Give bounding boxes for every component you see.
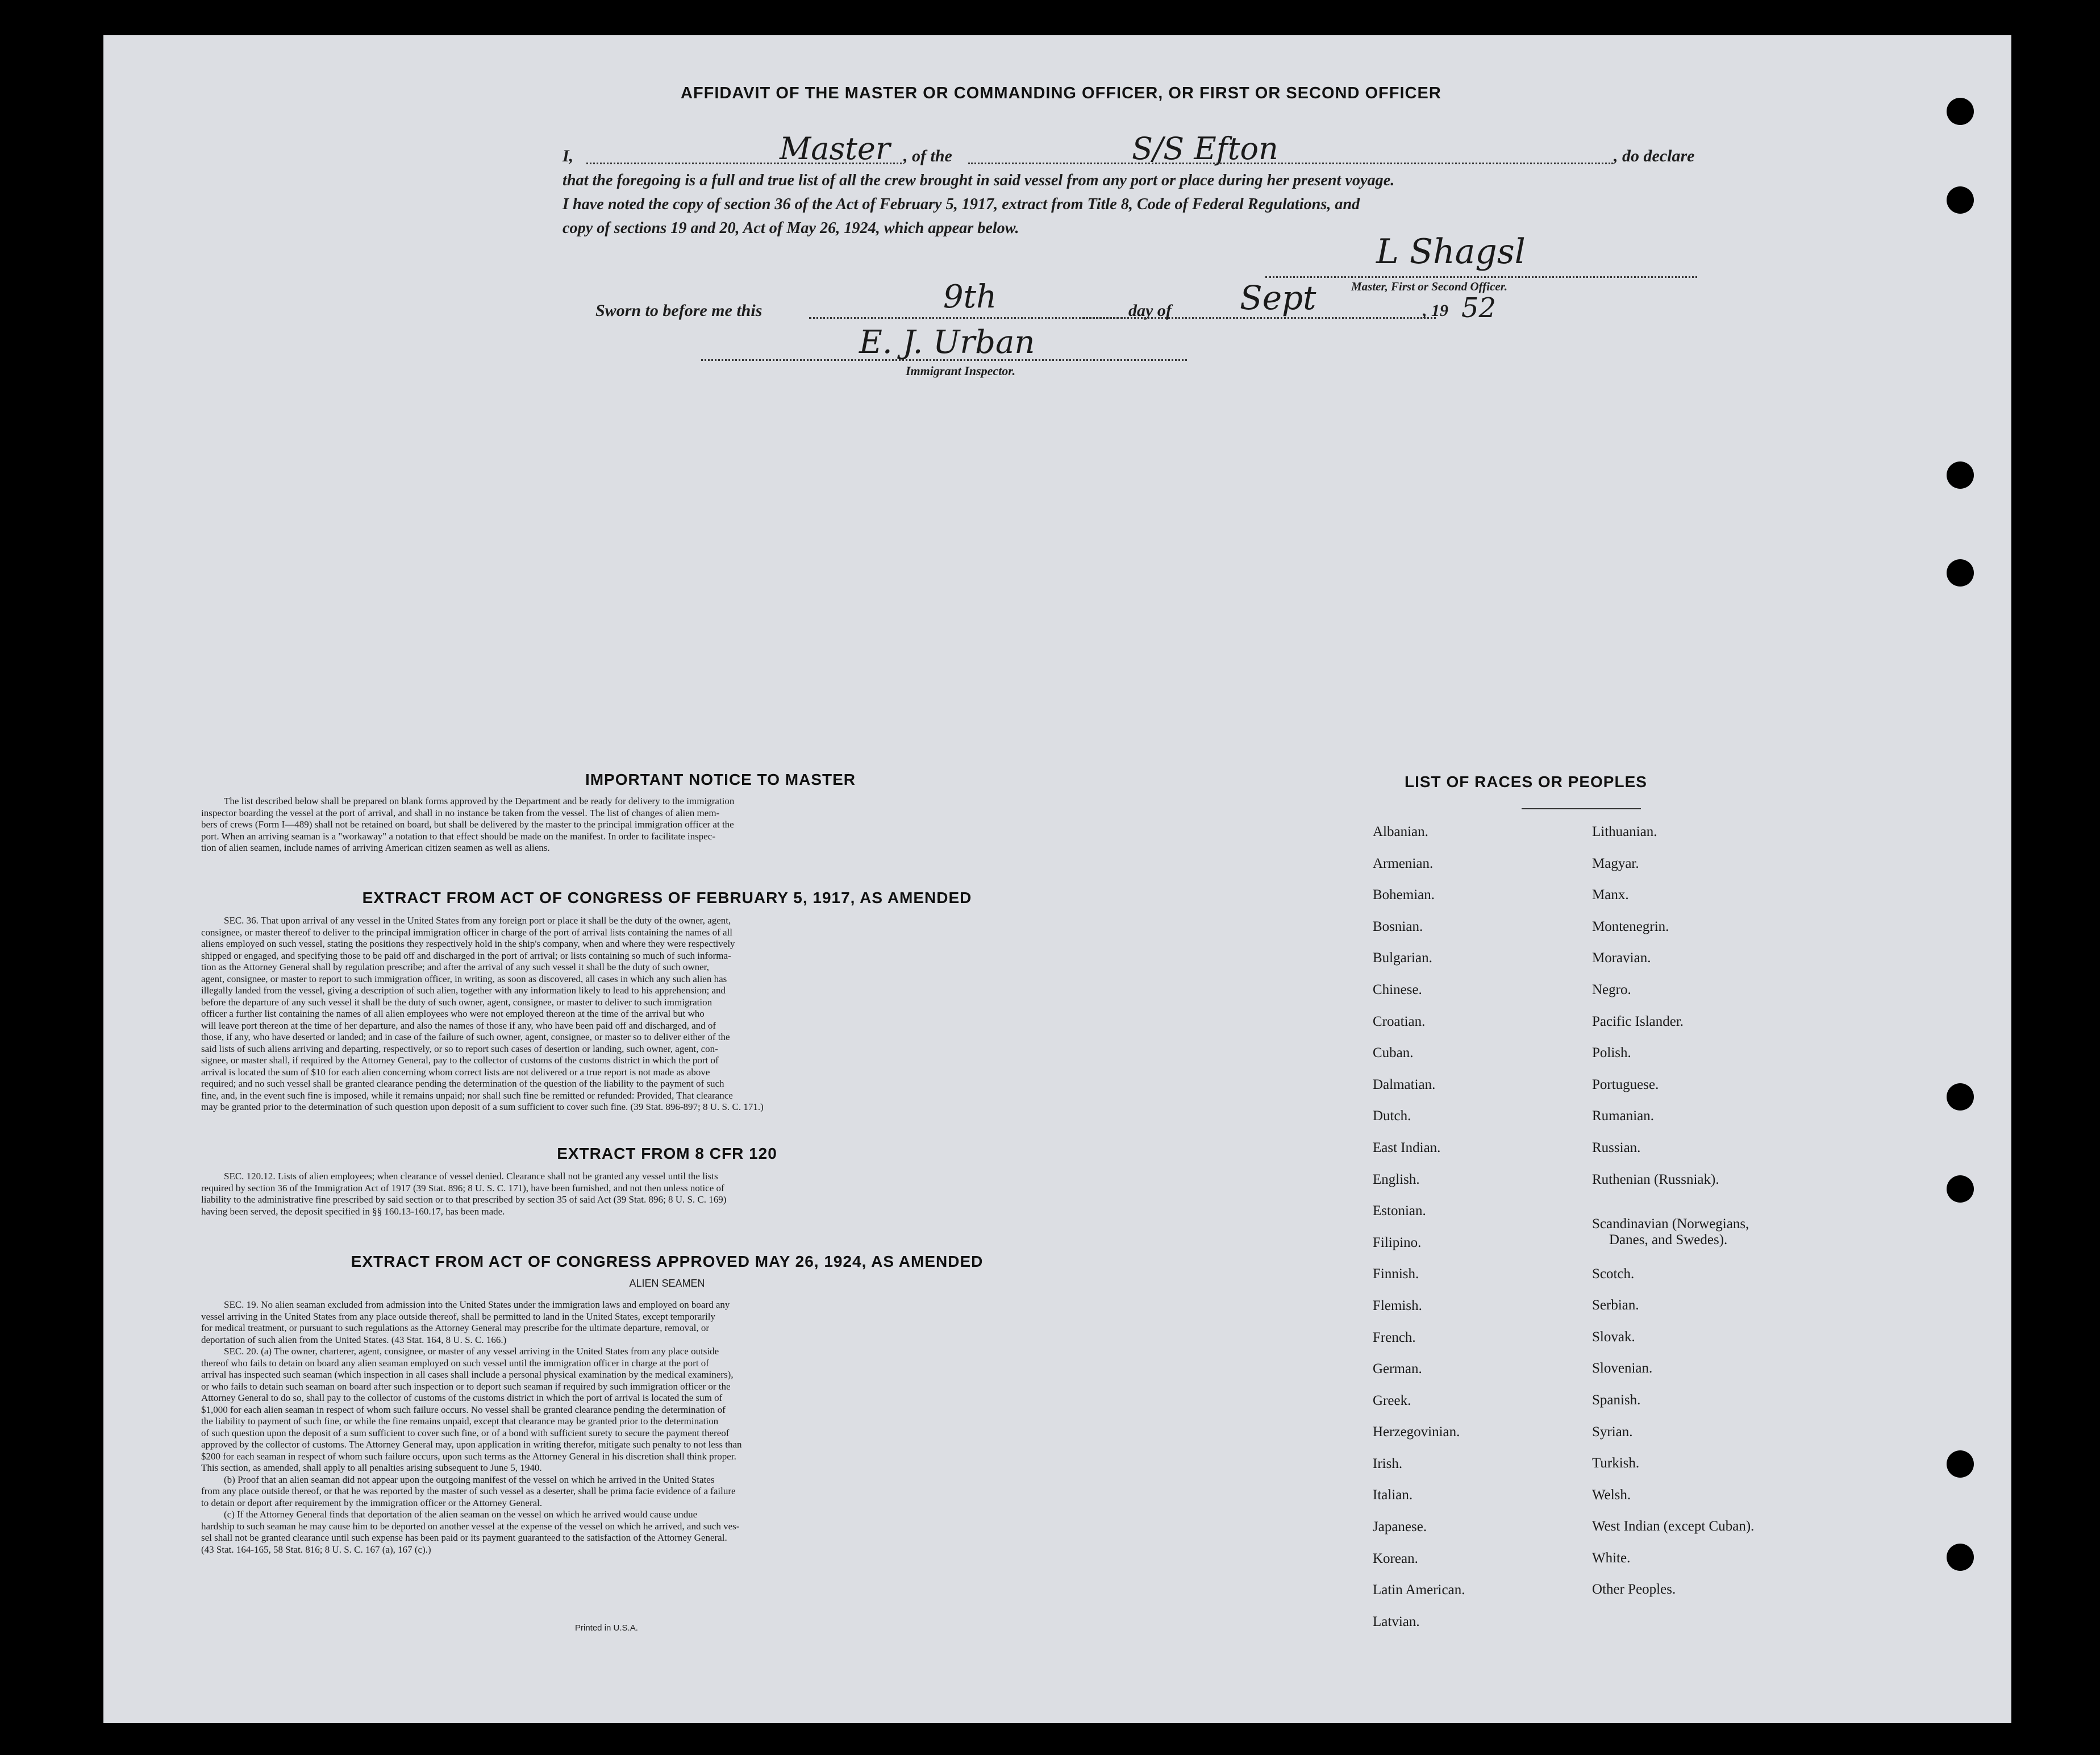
race-item: English.	[1373, 1171, 1420, 1187]
races-left-column	[1373, 824, 1589, 1645]
extract-1924-body	[201, 1299, 1133, 1556]
extract-1924-line: the liability to payment of such fine, or while the fine remains unpaid, except that clearance may be granted prior to the determination	[201, 1416, 719, 1427]
inspector-caption: Immigrant Inspector.	[906, 364, 1016, 378]
extract-1924-subtitle: ALIEN SEAMEN	[629, 1278, 705, 1289]
race-item: Bulgarian.	[1373, 950, 1432, 966]
race-item: Korean.	[1373, 1550, 1418, 1566]
notice-line: The list described below shall be prepared on blank forms approved by the Department and be ready for delivery to the immigration	[224, 796, 735, 806]
race-item: French.	[1373, 1329, 1416, 1345]
extract-1924-line: deportation of such alien from the United States. (43 Stat. 164, 8 U. S. C. 166.)	[201, 1334, 507, 1345]
punch-hole	[1947, 559, 1974, 587]
notice-line: port. When an arriving seaman is a "workaway" a notation to that effect should be made on the manifest. In order to facilitate inspec-	[201, 830, 715, 842]
race-item: Spanish.	[1592, 1392, 1641, 1408]
extract-1917-line: before the departure of any such vessel it shall be the duty of such owner, agent, consignee, or master to deliver to such immigration	[201, 996, 713, 1008]
notice-title: IMPORTANT NOTICE TO MASTER	[585, 771, 856, 788]
race-item: Welsh.	[1592, 1487, 1631, 1503]
do-declare-text: , do declare	[1614, 147, 1695, 165]
race-item: Negro.	[1592, 982, 1631, 997]
race-item: East Indian.	[1373, 1139, 1441, 1155]
race-item: White.	[1592, 1550, 1631, 1566]
extract-1924-line: of such question upon the deposit of a sum sufficient to cover such fine, or of a bond with sufficient surety to secure the payment thereof	[201, 1427, 730, 1438]
notice-line: tion of alien seamen, include names of arriving American citizen seamen as well as aliens.	[201, 842, 550, 853]
inspector-signature: E. J. Urban	[859, 324, 1035, 361]
race-item: Finnish.	[1373, 1266, 1419, 1282]
extract-cfr-line: having been served, the deposit specified in §§ 160.13-160.17, has been made.	[201, 1205, 505, 1217]
extract-1917-line: aliens employed on such vessel, stating the positions they respectively hold in the ship's company, when and where they were respectively	[201, 938, 735, 949]
extract-1924-title: EXTRACT FROM ACT OF CONGRESS APPROVED MAY 26, 1924, AS AMENDED	[351, 1253, 984, 1270]
extract-cfr-line: SEC. 120.12. Lists of alien employees; when clearance of vessel denied. Clearance shall not be granted any vessel until the lists	[224, 1171, 718, 1182]
extract-1917-line: arrival is located the sum of $10 for each alien concerning whom correct lists are not delivered or a true report is not made as above	[201, 1066, 710, 1078]
extract-1917-line: consignee, or master thereof to deliver to the principal immigration officer in charge of the port of arrival lists containing the names of all	[201, 926, 733, 938]
race-item: Filipino.	[1373, 1234, 1422, 1250]
extract-1924-line: (b) Proof that an alien seaman did not appear upon the outgoing manifest of the vessel on which he arrived in the United States	[224, 1474, 715, 1485]
extract-1924-line: sel shall not be granted clearance until such expense has been paid or its payment guaranteed to the satisfaction of the Attorney General.	[201, 1532, 727, 1543]
extract-1924-line: arrival has inspected such seaman (which inspection in all cases shall include a personal physical examination by the medical examiners),	[201, 1369, 734, 1380]
notice-body	[201, 796, 1133, 854]
master-name-handwritten: Master	[780, 131, 890, 167]
day-handwritten: 9th	[943, 278, 997, 315]
race-item: Chinese.	[1373, 982, 1422, 997]
extract-1924-line: to detain or deport after requirement by the immigration officer or the Attorney General.	[201, 1497, 543, 1508]
race-item: Russian.	[1592, 1139, 1641, 1155]
extract-1917-line: officer a further list containing the names of all alien employees who were not employed thereon at the time of the arrival but who	[201, 1008, 705, 1019]
race-item: Serbian.	[1592, 1297, 1639, 1313]
races-title-rule	[1522, 808, 1641, 809]
extract-1924-line: vessel arriving in the United States from any place outside thereof, shall be permitted to land in the United States, except temporarily	[201, 1311, 715, 1322]
extract-1924-line: $1,000 for each alien seaman in respect of whom such failure occurs. No vessel shall be granted clearance pending the determination of	[201, 1404, 726, 1415]
race-item: Scotch.	[1592, 1266, 1635, 1282]
of-the-text: , of the	[903, 147, 952, 165]
extract-1924-line: from any place outside thereof, or that he was reported by the master of such vessel as a deserter, shall be prima facie evidence of a failure	[201, 1486, 736, 1496]
race-item: West Indian (except Cuban).	[1592, 1519, 1755, 1534]
race-item: Cuban.	[1373, 1045, 1414, 1061]
punch-hole	[1947, 1083, 1974, 1111]
extract-1924-line: for medical treatment, or pursuant to such regulations as the Attorney General may prescribe for the ultimate departure, removal, or	[201, 1323, 710, 1333]
race-item: Pacific Islander.	[1592, 1013, 1684, 1029]
notice-line: inspector boarding the vessel at the port of arrival, and shall in no instance be taken from the vessel. The list of changes of alien mem-	[201, 807, 720, 818]
race-item: Irish.	[1373, 1455, 1403, 1471]
race-item: Syrian.	[1592, 1424, 1633, 1440]
extract-1924-line: SEC. 20. (a) The owner, charterer, agent, consignee, or master of any vessel arriving in the United States from any place outside	[224, 1346, 719, 1357]
race-item: Magyar.	[1592, 855, 1639, 871]
race-item: Estonian.	[1373, 1203, 1426, 1219]
race-item: Dalmatian.	[1373, 1076, 1436, 1092]
races-right-column	[1592, 824, 1910, 1613]
extract-1924-line: approved by the collector of customs. The Attorney General may, upon application in writing therefor, mitigate such penalty to not less than	[201, 1439, 742, 1450]
race-item: Polish.	[1592, 1045, 1631, 1061]
affidavit-i: I,	[562, 147, 574, 165]
race-item: Slovak.	[1592, 1329, 1635, 1345]
extract-1917-line: fine, and, in the event such fine is imposed, while it remains unpaid; nor shall such fine be remitted or refunded: Provided, That clearance	[201, 1089, 733, 1101]
extract-cfr-line: liability to the administrative fine prescribed by said section or to that prescribed by section 35 of said Act (39 Stat. 896; 8 U. S. C. 169)	[201, 1194, 727, 1205]
extract-1924-line: (c) If the Attorney General finds that deportation of the alien seaman on the vessel on which he arrived would cause undue	[224, 1509, 698, 1520]
notice-line: bers of crews (Form I—489) shall not be retained on board, but shall be delivered by the master to the principal immigration officer at the	[201, 819, 734, 830]
extract-1917-title: EXTRACT FROM ACT OF CONGRESS OF FEBRUARY 5, 1917, AS AMENDED	[362, 889, 972, 906]
race-item: Manx.	[1592, 887, 1629, 903]
extract-1917-line: shipped or engaged, and specifying those to be paid off and discharged in the port of arrival; or lists containing so much of such informa-	[201, 950, 731, 961]
inspector-signature-line	[701, 359, 1187, 361]
race-item: Montenegrin.	[1592, 918, 1669, 934]
extract-cfr-body	[201, 1171, 1133, 1217]
race-item: Other Peoples.	[1592, 1582, 1676, 1598]
punch-hole	[1947, 461, 1974, 489]
extract-1924-line: hardship to such seaman he may cause him to be deported on another vessel at the expense of the vessel on which he arrived, and such ves-	[201, 1520, 740, 1532]
race-item: Danes, and Swedes).	[1609, 1232, 1728, 1247]
extract-1924-line: thereof who fails to detain on board any alien seaman employed on such vessel until the immigration officer in charge at the port of	[201, 1357, 709, 1369]
race-item: Turkish.	[1592, 1455, 1640, 1471]
extract-cfr-title: EXTRACT FROM 8 CFR 120	[557, 1145, 777, 1162]
race-item: Moravian.	[1592, 950, 1651, 966]
extract-1917-line: may be granted prior to the determination of such question upon deposit of a sum sufficient to cover such fine. (39 Stat. 896-897; 8 U. S. C. 171.)	[201, 1101, 764, 1112]
extract-1917-line: required; and no such vessel shall be granted clearance pending the determination of the question of the liability to the payment of such	[201, 1078, 724, 1089]
race-item: Latvian.	[1373, 1613, 1420, 1629]
affidavit-title: AFFIDAVIT OF THE MASTER OR COMMANDING OFFICER, OR FIRST OR SECOND OFFICER	[681, 84, 1441, 102]
race-item: Flemish.	[1373, 1297, 1422, 1313]
race-item: Scandinavian (Norwegians,	[1592, 1216, 1749, 1232]
punch-hole	[1947, 1544, 1974, 1571]
punch-hole	[1947, 186, 1974, 214]
races-title: LIST OF RACES OR PEOPLES	[1405, 773, 1647, 791]
extract-cfr-line: required by section 36 of the Immigration Act of 1917 (39 Stat. 896; 8 U. S. C. 171), have been furnished, and not then unless notice of	[201, 1182, 724, 1193]
year-handwritten: 52	[1461, 292, 1497, 324]
extract-1924-line: SEC. 19. No alien seaman excluded from admission into the United States under the immigration laws and employed on board any	[224, 1299, 730, 1310]
race-item: Rumanian.	[1592, 1108, 1655, 1124]
master-signature-line	[1265, 276, 1697, 278]
race-item: Italian.	[1373, 1487, 1413, 1503]
affidavit-line-3: I have noted the copy of section 36 of the Act of February 5, 1917, extract from Title 8, Code of Federal Regulations, and	[562, 196, 1360, 213]
punch-hole	[1947, 1175, 1974, 1203]
race-item: Bosnian.	[1373, 918, 1423, 934]
document-page	[103, 35, 2011, 1723]
race-item: Ruthenian (Russniak).	[1592, 1171, 1719, 1187]
extract-1917-line: agent, consignee, or master to report to such immigration officer, in writing, as soon as discovered, all cases in which any such alien has	[201, 973, 727, 984]
race-item: Slovenian.	[1592, 1361, 1653, 1376]
year-prefix: , 19	[1423, 301, 1448, 320]
printed-in-usa: Printed in U.S.A.	[575, 1623, 638, 1633]
extract-1924-line: (43 Stat. 164-165, 58 Stat. 816; 8 U. S. C. 167 (a), 167 (c).)	[201, 1544, 431, 1555]
race-item: Armenian.	[1373, 855, 1434, 871]
race-item: Greek.	[1373, 1392, 1411, 1408]
master-signature: L Shagsl	[1376, 232, 1526, 272]
vessel-name-field	[968, 163, 1613, 164]
day-field	[809, 317, 1123, 319]
race-item: Bohemian.	[1373, 887, 1435, 903]
race-item: Lithuanian.	[1592, 824, 1657, 839]
day-of-text: day of	[1128, 301, 1172, 320]
punch-hole	[1947, 98, 1974, 125]
punch-hole	[1947, 1450, 1974, 1478]
race-item: Herzegovinian.	[1373, 1424, 1460, 1440]
extract-1917-line: tion as the Attorney General shall by regulation prescribe; and after the arrival of any such vessel it shall be the duty of such owner,	[201, 962, 709, 972]
race-item: Japanese.	[1373, 1519, 1427, 1535]
extract-1917-line: said lists of such aliens arriving and departing, respectively, or so to report such cases of desertion or landing, such owner, agent, con-	[201, 1043, 718, 1054]
race-item: Dutch.	[1373, 1108, 1411, 1124]
race-item: Latin American.	[1373, 1582, 1465, 1598]
month-field	[1084, 317, 1436, 319]
extract-1917-line: signee, or master shall, if required by the Attorney General, pay to the collector of customs of the customs district in which the port of	[201, 1055, 719, 1066]
extract-1924-line: or who fails to detain such seaman on board after such inspection or to deport such seaman if required by such immigration officer or the	[201, 1380, 731, 1392]
sworn-text: Sworn to before me this	[595, 301, 763, 320]
race-item: German.	[1373, 1361, 1422, 1377]
extract-1924-line: Attorney General to do so, shall pay to the collector of customs of the customs district in which the port of arrival is located the sum of	[201, 1392, 723, 1403]
month-handwritten: Sept	[1240, 278, 1316, 317]
vessel-name-handwritten: S/S Efton	[1132, 131, 1278, 167]
extract-1917-line: SEC. 36. That upon arrival of any vessel in the United States from any foreign port or place it shall be the duty of the owner, agent,	[224, 915, 731, 926]
race-item: Portuguese.	[1592, 1076, 1659, 1092]
race-item: Croatian.	[1373, 1013, 1426, 1029]
extract-1917-body	[201, 915, 1133, 1113]
affidavit-line-4: copy of sections 19 and 20, Act of May 26, 1924, which appear below.	[562, 219, 1019, 237]
extract-1924-line: This section, as amended, shall apply to all penalties arising subsequent to June 5, 1940.	[201, 1462, 542, 1473]
affidavit-line-2: that the foregoing is a full and true list of all the crew brought in said vessel from any port or place during her present voyage.	[562, 172, 1395, 189]
extract-1924-line: $200 for each seaman in respect of whom such failure occurs, upon such terms as the Attorney General in his discretion shall think proper.	[201, 1450, 736, 1462]
master-caption: Master, First or Second Officer.	[1351, 280, 1507, 293]
extract-1917-line: illegally landed from the vessel, giving a description of such alien, together with any information likely to lead to his apprehension; and	[201, 985, 726, 996]
extract-1917-line: those, if any, who have deserted or landed; and in case of the failure of such owner, agent, consignee, or master so to deliver either of the	[201, 1032, 730, 1042]
extract-1917-line: will leave port thereon at the time of her departure, and also the names of those if any, who have been paid off and discharged, and of	[201, 1020, 716, 1031]
race-item: Albanian.	[1373, 824, 1428, 839]
